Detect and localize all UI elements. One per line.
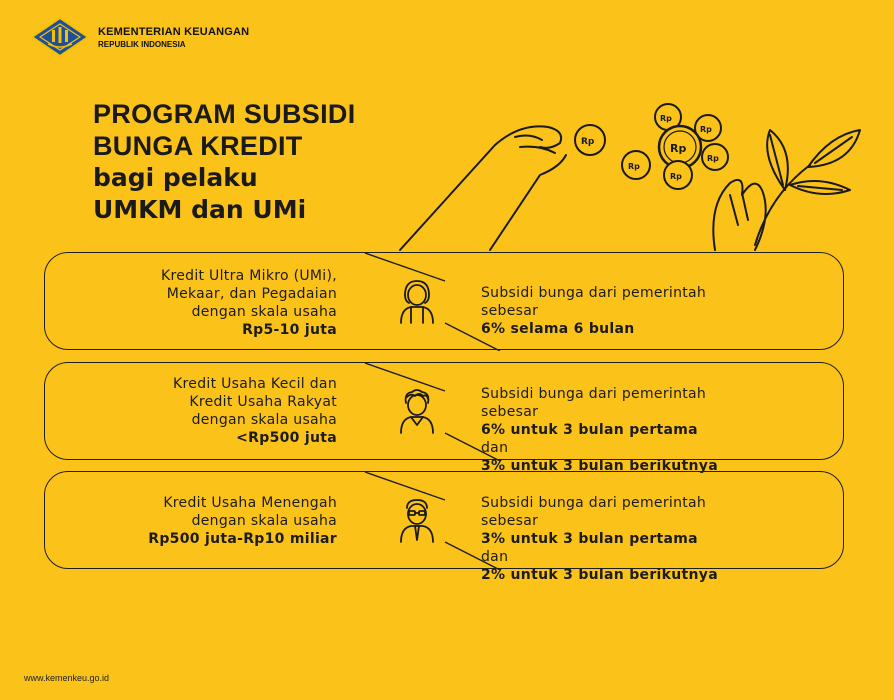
svg-text:Rp: Rp <box>581 137 595 147</box>
businessman-avatar-icon <box>395 496 439 544</box>
page-title <box>93 98 356 226</box>
card-1-left-text <box>161 267 337 339</box>
card-1-right-line: sebesar 6% selama 6 bulan <box>481 303 635 337</box>
subsidy-card-umi <box>44 252 844 350</box>
svg-text:Rp: Rp <box>670 142 687 155</box>
card-2-right-line: sebesar 6% untuk 3 bulan pertama <box>481 404 698 438</box>
title-line-3: bagi pelaku <box>93 163 258 192</box>
card-3-scale-value: Rp500 juta-Rp10 miliar <box>148 531 337 547</box>
card-3-left-line: dengan skala usaha <box>191 513 337 529</box>
woman-avatar-icon <box>395 277 439 325</box>
header <box>30 16 249 58</box>
title-line-2: BUNGA KREDIT <box>93 131 303 161</box>
card-3-right-line: Subsidi bunga dari pemerintah <box>481 495 707 511</box>
svg-text:Rp: Rp <box>707 154 719 163</box>
title-line-4: UMKM dan UMi <box>93 195 307 224</box>
card-2-left-line: dengan skala usaha <box>191 412 337 428</box>
man-avatar-icon <box>395 387 439 435</box>
card-2-left-line: Kredit Usaha Kecil dan <box>173 376 337 392</box>
subsidy-card-menengah <box>44 471 844 583</box>
card-1-right-text <box>481 284 706 338</box>
card-3-right-text <box>481 494 718 584</box>
card-1-scale-value: Rp5-10 juta <box>242 322 337 338</box>
subsidy-card-kur <box>44 362 844 474</box>
org-block <box>98 26 249 49</box>
card-2-left-line: Kredit Usaha Rakyat <box>189 394 337 410</box>
svg-text:Rp: Rp <box>660 114 672 123</box>
card-2-left-text <box>173 375 337 447</box>
card-2-right-line: dan 3% untuk 3 bulan berikutnya <box>481 440 718 474</box>
org-subtitle: REPUBLIK INDONESIA <box>98 39 186 49</box>
card-3-left-line: Kredit Usaha Menengah <box>163 495 337 511</box>
card-2-right-text <box>481 385 718 475</box>
hand-icon <box>713 180 765 250</box>
card-3-right-line: sebesar 3% untuk 3 bulan pertama <box>481 513 698 547</box>
svg-text:Rp: Rp <box>670 172 682 181</box>
card-1-right-line: Subsidi bunga dari pemerintah <box>481 285 707 301</box>
illustration <box>390 95 870 255</box>
title-line-1: PROGRAM SUBSIDI <box>93 99 356 129</box>
card-3-left-text <box>148 494 337 548</box>
coins-icon <box>575 104 728 189</box>
svg-text:Rp: Rp <box>628 162 640 171</box>
card-connector-lines <box>45 363 845 461</box>
card-2-scale-value: <Rp500 juta <box>236 430 337 446</box>
hand-holding-coin-icon <box>400 126 566 250</box>
card-1-left-line: Mekaar, dan Pegadaian <box>166 286 337 302</box>
card-2-right-line: Subsidi bunga dari pemerintah <box>481 386 707 402</box>
kemenkeu-logo-icon <box>30 16 90 58</box>
footer-url[interactable]: www.kemenkeu.go.id <box>24 673 110 683</box>
card-1-left-line: Kredit Ultra Mikro (UMi), <box>161 268 337 284</box>
svg-text:Rp: Rp <box>700 125 712 134</box>
org-name: KEMENTERIAN KEUANGAN <box>98 25 250 38</box>
card-3-right-line: dan 2% untuk 3 bulan berikutnya <box>481 549 718 583</box>
plant-icon <box>755 130 860 245</box>
card-1-left-line: dengan skala usaha <box>191 304 337 320</box>
